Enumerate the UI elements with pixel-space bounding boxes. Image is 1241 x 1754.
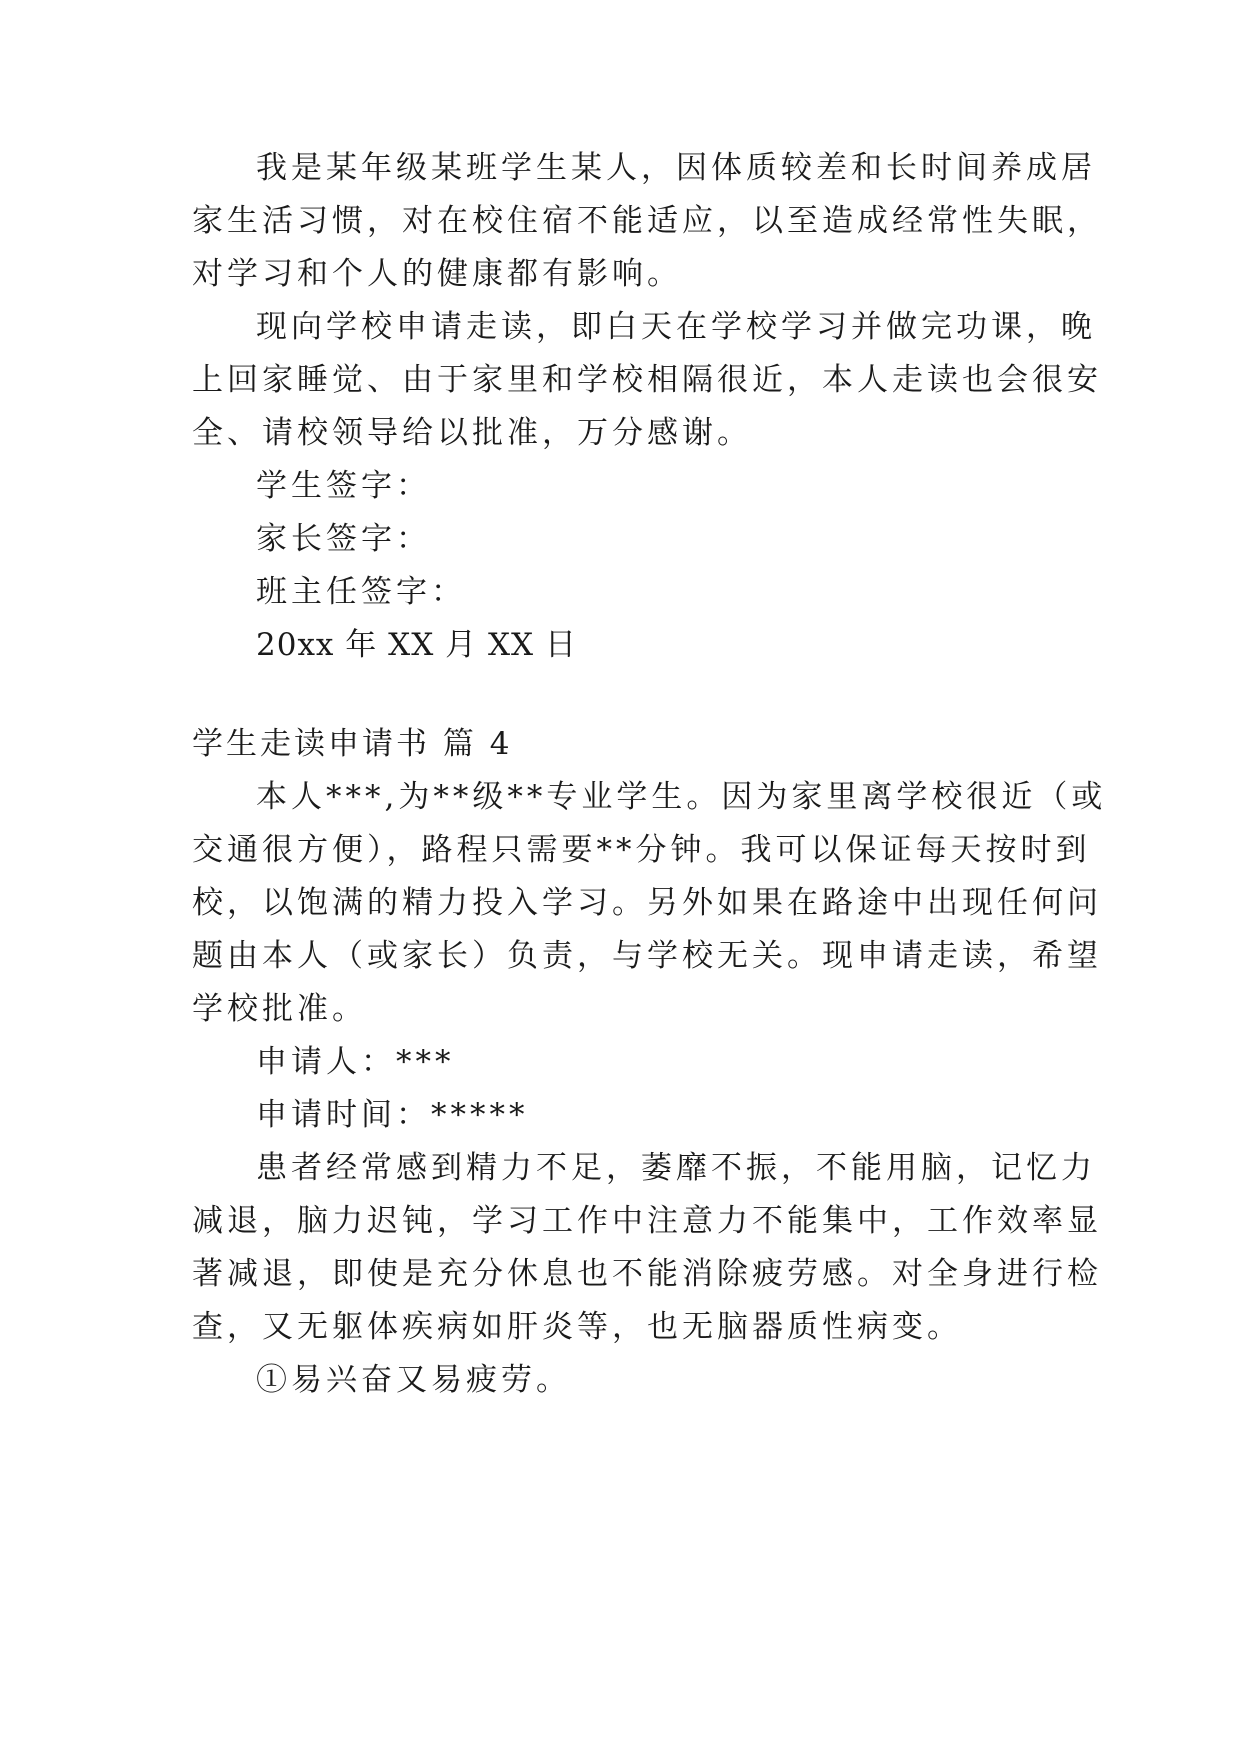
teacher-signature-label: 班主任签字： [256,574,466,610]
paragraph-line: 对学习和个人的健康都有影响。 [192,256,682,292]
applicant-line: 申请人：*** [256,1044,455,1080]
paragraph-line: 现向学校申请走读，即白天在学校学习并做完功课，晚 [256,309,1096,345]
paragraph-line: 学校批准。 [192,991,367,1027]
paragraph-line: 著减退，即使是充分休息也不能消除疲劳感。对全身进行检 [192,1256,1102,1292]
student-signature-label: 学生签字： [256,468,431,504]
paragraph-line: 全、请校领导给以批准，万分感谢。 [192,415,752,451]
paragraph-line: 校，以饱满的精力投入学习。另外如果在路途中出现任何问 [192,885,1102,921]
apply-time-line: 申请时间：***** [256,1097,529,1133]
paragraph-line: 我是某年级某班学生某人，因体质较差和长时间养成居 [256,150,1096,186]
list-item: ①易兴奋又易疲劳。 [256,1362,571,1398]
paragraph-line: 家生活习惯，对在校住宿不能适应，以至造成经常性失眠， [192,203,1102,239]
date-line: 20xx 年 XX 月 XX 日 [256,627,577,663]
parent-signature-label: 家长签字： [256,521,431,557]
section-heading: 学生走读申请书 篇 4 [192,726,513,762]
paragraph-line: 查，又无躯体疾病如肝炎等，也无脑器质性病变。 [192,1309,962,1345]
paragraph-line: 上回家睡觉、由于家里和学校相隔很近，本人走读也会很安 [192,362,1102,398]
paragraph-line: 减退，脑力迟钝，学习工作中注意力不能集中，工作效率显 [192,1203,1102,1239]
paragraph-line: 本人***,为**级**专业学生。因为家里离学校很近（或 [256,779,1107,815]
paragraph-line: 交通很方便），路程只需要**分钟。我可以保证每天按时到 [192,832,1091,868]
paragraph-line: 题由本人（或家长）负责，与学校无关。现申请走读，希望 [192,938,1102,974]
paragraph-line: 患者经常感到精力不足，萎靡不振，不能用脑，记忆力 [256,1150,1096,1186]
